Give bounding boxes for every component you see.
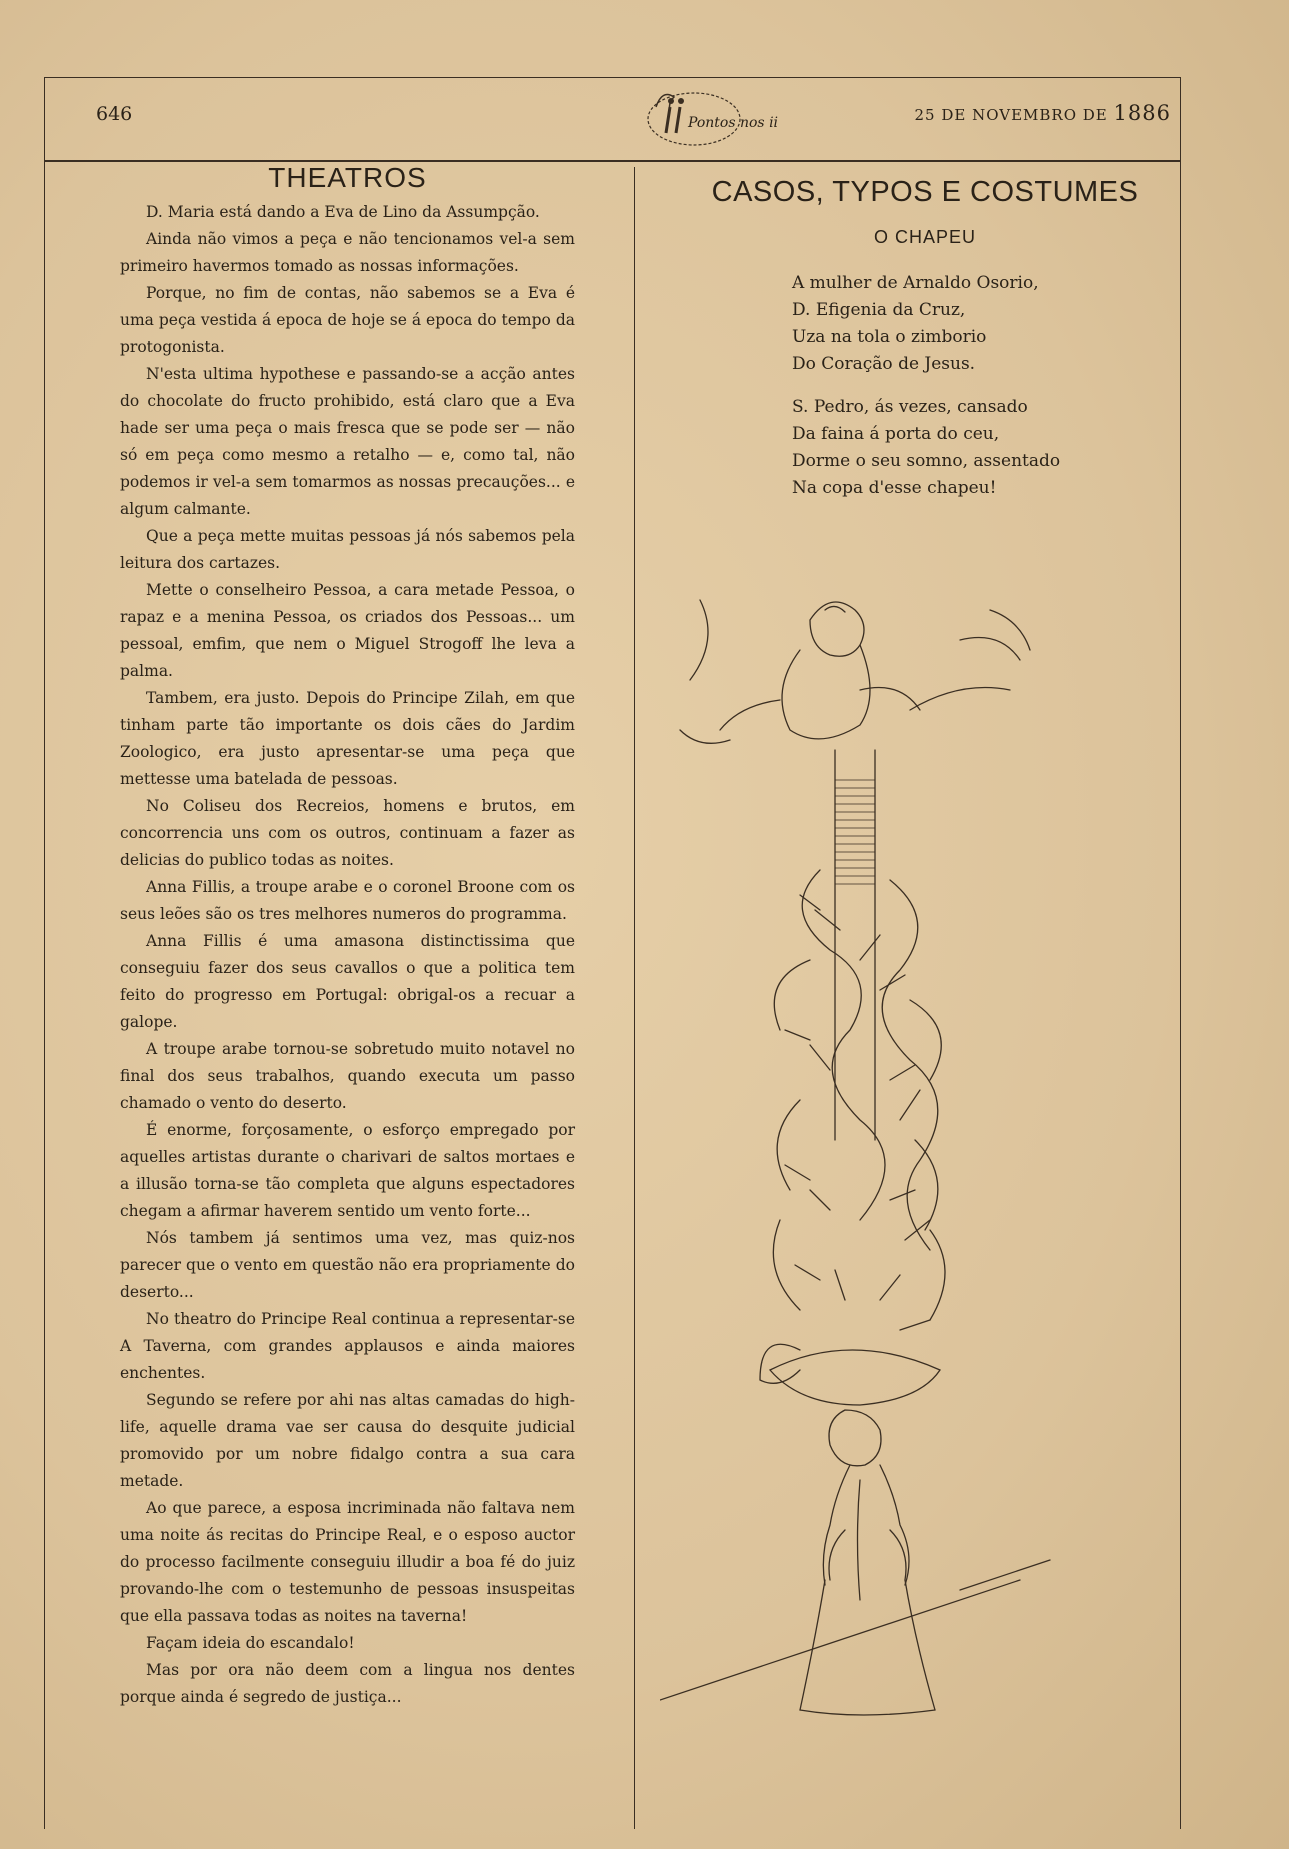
poem-stanza bbox=[792, 394, 1150, 502]
masthead-logo bbox=[604, 77, 784, 157]
paragraph: No Coliseu dos Recreios, homens e brutos, em concorrencia uns com os outros, continuam a fazer as delicias do publico todas as noites. bbox=[120, 797, 575, 869]
paragraph: Façam ideia do escandalo! bbox=[146, 1634, 355, 1652]
paragraph: Porque, no fim de contas, não sabemos se a Eva é uma peça vestida á epoca de hoje se á epoca do tempo da protogonista. bbox=[120, 284, 575, 356]
poem-line: Uza na tola o zimborio bbox=[792, 327, 987, 347]
issue-year: 1886 bbox=[1113, 101, 1171, 125]
masthead-text: Pontos nos ii bbox=[688, 115, 779, 131]
paragraph: Que a peça mette muitas pessoas já nós sabemos pela leitura dos cartazes. bbox=[120, 527, 575, 572]
issue-date bbox=[915, 101, 1172, 125]
paragraph: Anna Fillis, a troupe arabe e o coronel Broone com os seus leões são os tres melhores numeros do programma. bbox=[120, 878, 575, 923]
theatros-title: THEATROS bbox=[268, 162, 427, 193]
page-header bbox=[44, 77, 1181, 162]
paragraph: A troupe arabe tornou-se sobretudo muito notavel no final dos seus trabalhos, quando executa um passo chamado o vento do deserto. bbox=[120, 1040, 575, 1112]
casos-title: CASOS, TYPOS E COSTUMES bbox=[711, 176, 1139, 208]
poem-line: Na copa d'esse chapeu! bbox=[792, 478, 997, 498]
poem-line: S. Pedro, ás vezes, cansado bbox=[792, 397, 1028, 417]
paragraph: Nós tambem já sentimos uma vez, mas quiz-nos parecer que o vento em questão não era propriamente do deserto... bbox=[120, 1229, 575, 1301]
paragraph: No theatro do Principe Real continua a representar-se A Taverna, com grandes applausos e ainda maiores enchentes. bbox=[120, 1310, 575, 1382]
poem-title: O CHAPEU bbox=[873, 227, 977, 247]
column-divider bbox=[634, 167, 635, 1829]
poem-line: D. Efigenia da Cruz, bbox=[792, 300, 966, 320]
hat-illustration bbox=[660, 580, 1160, 1740]
poem-line: Da faina á porta do ceu, bbox=[792, 424, 1000, 444]
paragraph: Tambem, era justo. Depois do Principe Zilah, em que tinham parte tão importante os dois cães do Jardim Zoologico, era justo apresentar-se uma peça que mettesse uma batelada de pessoas. bbox=[120, 689, 575, 788]
paragraph: N'esta ultima hypothese e passando-se a acção antes do chocolate do fructo prohibido, está claro que a Eva hade ser uma peça o mais fresca que se pode ser — não só em peça como mesmo a retalho — e, como tal, não podemos ir vel-a sem tomarmos as nossas precauções... e algum calmante. bbox=[120, 365, 575, 518]
issue-date-text: 25 DE NOVEMBRO DE bbox=[914, 106, 1108, 124]
paragraph: Ao que parece, a esposa incriminada não faltava nem uma noite ás recitas do Principe Real, e o esposo auctor do processo facilmente conseguiu illudir a boa fé do juiz provando-lhe com o testemunho de pessoas insuspeitas que ella passava todas as noites na taverna! bbox=[120, 1499, 575, 1625]
poem-line: Do Coração de Jesus. bbox=[792, 354, 976, 374]
theatros-column bbox=[120, 164, 575, 1711]
paragraph: Segundo se refere por ahi nas altas camadas do high-life, aquelle drama vae ser causa do desquite judicial promovido por um nobre fidalgo contra a sua cara metade. bbox=[120, 1391, 575, 1490]
paragraph: Mette o conselheiro Pessoa, a cara metade Pessoa, o rapaz e a menina Pessoa, os criados dos Pessoas... um pessoal, emfim, que nem o Miguel Strogoff lhe leva a palma. bbox=[120, 581, 575, 680]
poem-line: Dorme o seu somno, assentado bbox=[792, 451, 1061, 471]
paragraph: É enorme, forçosamente, o esforço empregado por aquelles artistas durante o charivari de saltos mortaes e a illusão torna-se tão completa que alguns espectadores chegam a afirmar haverem sentido um vento forte... bbox=[120, 1121, 575, 1220]
casos-column bbox=[700, 176, 1150, 518]
page-number: 646 bbox=[96, 103, 133, 125]
paragraph: Ainda não vimos a peça e não tencionamos vel-a sem primeiro havermos tomado as nossas informações. bbox=[120, 230, 575, 275]
paragraph: Mas por ora não deem com a lingua nos dentes porque ainda é segredo de justiça... bbox=[120, 1661, 575, 1706]
paragraph: Anna Fillis é uma amasona distinctissima que conseguiu fazer dos seus cavallos o que a politica tem feito do progresso em Portugal: obrigal-os a recuar a galope. bbox=[120, 932, 575, 1031]
paragraph: D. Maria está dando a Eva de Lino da Assumpção. bbox=[146, 203, 540, 221]
poem-line: A mulher de Arnaldo Osorio, bbox=[792, 273, 1039, 293]
poem-stanza bbox=[792, 270, 1150, 378]
